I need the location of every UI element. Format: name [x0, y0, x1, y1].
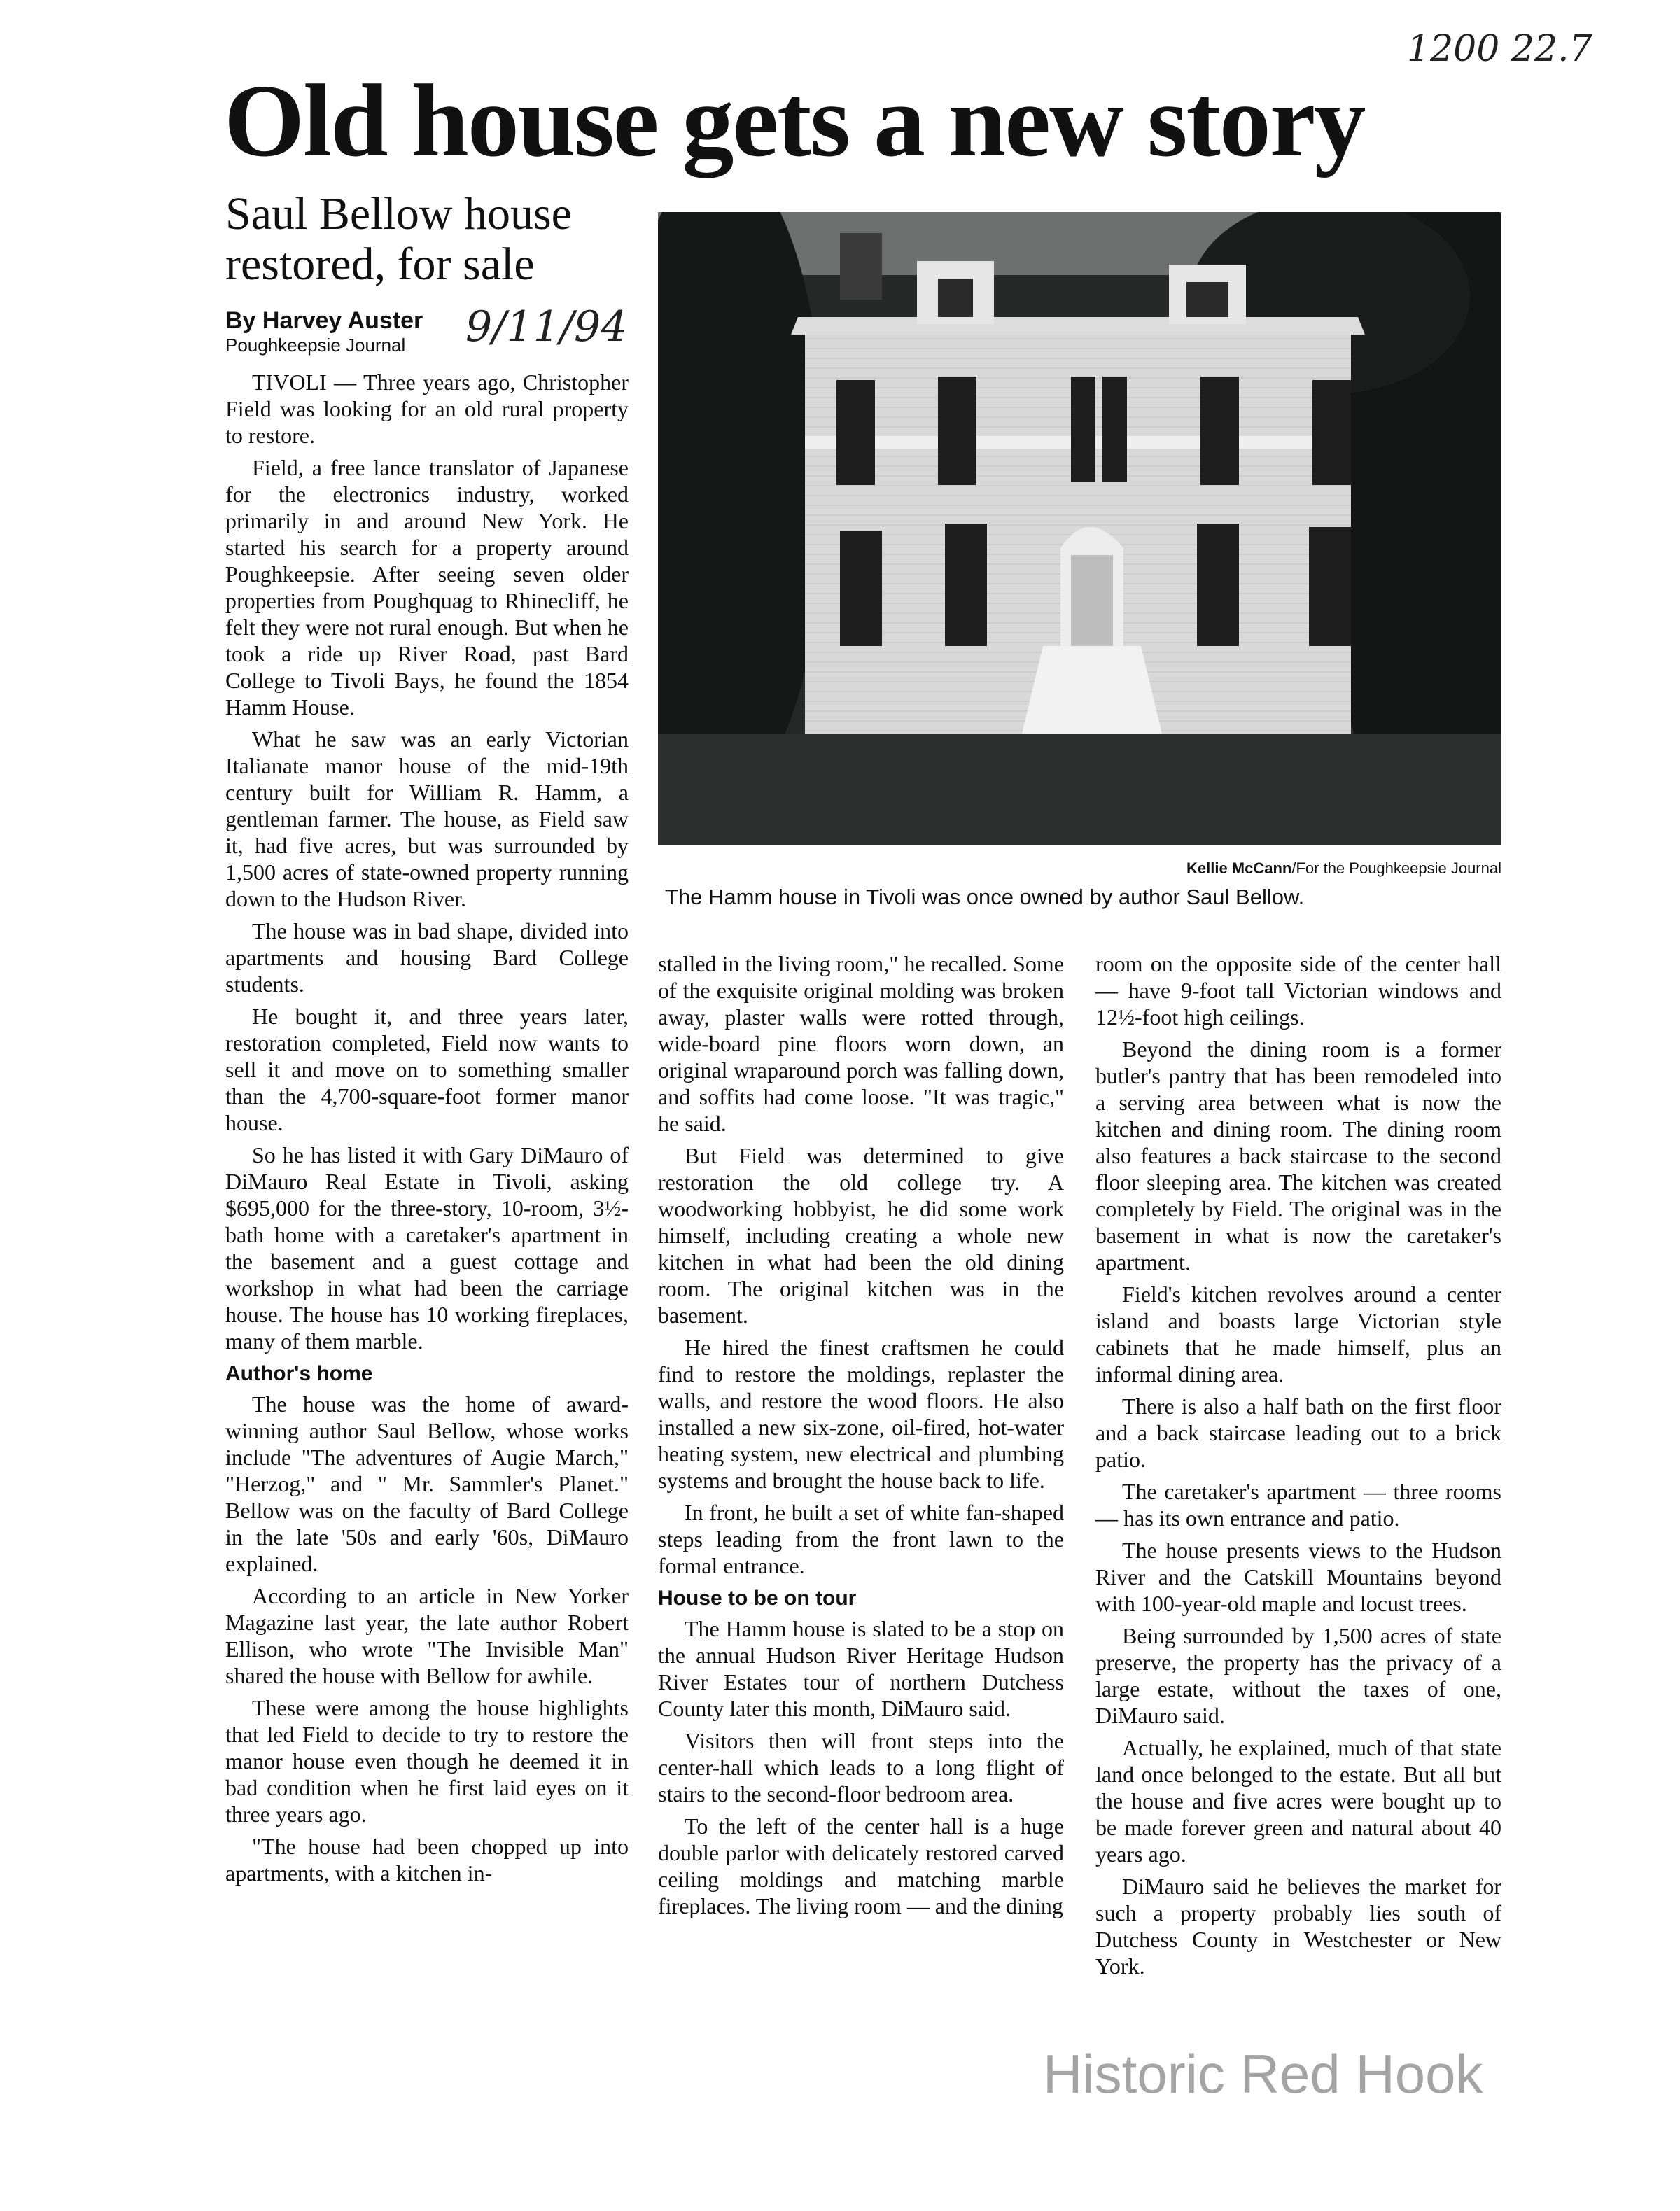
photo-credit-name: Kellie McCann: [1186, 859, 1292, 877]
section-heading-house-tour: House to be on tour: [658, 1587, 857, 1610]
byline-publication: Poughkeepsie Journal: [225, 335, 406, 356]
article-paragraph: TIVOLI — Three years ago, Christopher Field was looking for an old rural property to restore.: [225, 370, 629, 448]
article-paragraph: Being surrounded by 1,500 acres of state preserve, the property has the privacy of a large estate, without the taxes of one, DiMauro said.: [1096, 1623, 1502, 1728]
article-paragraph: So he has listed it with Gary DiMauro of DiMauro Real Estate in Tivoli, asking $695,000 for the three-story, 10-room, 3½-bath home with a caretaker's apartment in the basement and a guest cottage and workshop in what had been the carriage house. The house has 10 working fireplaces, many of them marble.: [225, 1142, 629, 1354]
article-paragraph: Beyond the dining room is a former butler's pantry that has been remodeled into a serving area between what is now the kitchen and dining room. The dining room also features a back staircase to the second floor sleeping area. The kitchen was created completely by Field. The original was in the basement in what is now the caretaker's apartment.: [1096, 1037, 1502, 1275]
article-paragraph: There is also a half bath on the first floor and a back staircase leading out to a brick patio.: [1096, 1394, 1502, 1472]
article-paragraph: DiMauro said he believes the market for such a property probably lies south of Dutchess County in Westchester or New York.: [1096, 1874, 1502, 1979]
article-paragraph: These were among the house highlights that led Field to decide to try to restore the manor house even though he deemed it in bad condition when he first laid eyes on it three years ago.: [225, 1695, 629, 1827]
byline-author: By Harvey Auster: [225, 307, 424, 334]
article-paragraph: The Hamm house is slated to be a stop on the annual Hudson River Heritage Hudson River Estates tour of northern Dutchess County later this month, DiMauro said.: [658, 1616, 1064, 1721]
house-photo-illustration: [658, 212, 1502, 845]
watermark: Historic Red Hook: [1043, 2043, 1483, 2105]
article-paragraph: Actually, he explained, much of that state land once belonged to the estate. But all but the house and five acres were bought up to be made forever green and natural about 40 years ago.: [1096, 1735, 1502, 1867]
article-paragraph: stalled in the living room," he recalled. Some of the exquisite original molding was broken away, plaster walls were rotted through, wide-board pine floors worn down, an original wraparound porch was falling down, and soffits had come loose. "It was tragic," he said.: [658, 951, 1064, 1136]
article-paragraph: Field's kitchen revolves around a center island and boasts large Victorian style cabinets that he made himself, plus an informal dining area.: [1096, 1282, 1502, 1387]
article-paragraph: "The house had been chopped up into apartments, with a kitchen in-: [225, 1834, 629, 1886]
article-column-3: [1096, 950, 1502, 1985]
article-paragraph: The house was the home of award-winning author Saul Bellow, whose works include "The adventures of Augie March," "Herzog," and " Mr. Sammler's Planet." Bellow was on the faculty of Bard College in the late '50s and early '60s, DiMauro explained.: [225, 1391, 629, 1576]
article-paragraph: But Field was determined to give restoration the old college try. A woodworking hobbyist, he did some work himself, including creating a whole new kitchen in what had been the old dining room. The original kitchen was in the basement.: [658, 1143, 1064, 1328]
photo-credit-affiliation: /For the Poughkeepsie Journal: [1292, 859, 1502, 877]
article-paragraph: Visitors then will front steps into the center-hall which leads to a long flight of stairs to the second-floor bedroom area.: [658, 1728, 1064, 1806]
article-column-1: [225, 369, 629, 1892]
article-paragraph: The house presents views to the Hudson River and the Catskill Mountains beyond with 100-year-old maple and locust trees.: [1096, 1538, 1502, 1616]
article-paragraph: In front, he built a set of white fan-shaped steps leading from the front lawn to the formal entrance.: [658, 1500, 1064, 1578]
article-paragraph: Field, a free lance translator of Japanese for the electronics industry, worked primarily in and around New York. He started his search for a property around Poughkeepsie. After seeing seven older properties from Poughquag to Rhinecliff, he felt they were not rural enough. But when he took a ride up River Road, past Bard College to Tivoli Bays, he found the 1854 Hamm House.: [225, 455, 629, 720]
house-photo: [658, 212, 1502, 845]
section-heading-authors-home: Author's home: [225, 1362, 373, 1385]
subhead-line-1: Saul Bellow house: [225, 188, 572, 239]
article-column-2: [658, 950, 1064, 1925]
subhead: [225, 189, 631, 294]
headline: Old house gets a new story: [224, 64, 1365, 178]
handwritten-archive-number: 1200 22.7: [1407, 28, 1592, 70]
article-paragraph: room on the opposite side of the center hall — have 9-foot tall Victorian windows and 12½-foot high ceilings.: [1096, 951, 1502, 1030]
subhead-line-2: restored, for sale: [225, 239, 535, 290]
article-paragraph: To the left of the center hall is a huge double parlor with delicately restored carved ceiling moldings and matching marble fireplaces. The living room — and the dining: [658, 1813, 1064, 1918]
article-paragraph: What he saw was an early Victorian Italianate manor house of the mid-19th century built for William R. Hamm, a gentleman farmer. The house, as Field saw it, had five acres, but was surrounded by 1,500 acres of state-owned property running down to the Hudson River.: [225, 727, 629, 911]
handwritten-date: 9/11/94: [465, 302, 628, 351]
article-paragraph: According to an article in New Yorker Magazine last year, the late author Robert Ellison, who wrote "The Invisible Man" shared the house with Bellow for awhile.: [225, 1583, 629, 1688]
photo-credit: [1078, 859, 1502, 878]
article-paragraph: The caretaker's apartment — three rooms — has its own entrance and patio.: [1096, 1479, 1502, 1531]
article-paragraph: He bought it, and three years later, restoration completed, Field now wants to sell it and move on to something smaller than the 4,700-square-foot former manor house.: [225, 1004, 629, 1135]
byline: [225, 307, 456, 356]
photo-caption: The Hamm house in Tivoli was once owned by author Saul Bellow.: [665, 885, 1305, 909]
article-paragraph: The house was in bad shape, divided into apartments and housing Bard College students.: [225, 918, 629, 997]
article-paragraph: He hired the finest craftsmen he could find to restore the moldings, replaster the walls, and restore the wood floors. He also installed a new six-zone, oil-fired, hot-water heating system, new electrical and plumbing systems and brought the house back to life.: [658, 1335, 1064, 1493]
